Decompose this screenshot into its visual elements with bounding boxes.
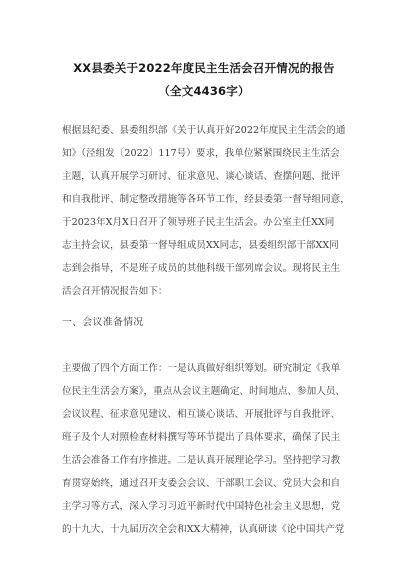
paragraph-line: 志主持会议，县委第一督导组成员XX同志，县委组织部干部XX同 (62, 240, 339, 251)
paragraph-line: 志到会指导，不是班子成员的其他科级干部列席会议。现将民主生 (62, 263, 341, 274)
paragraph-line: 主学习等方式，深入学习习近平新时代中国特色社会主义思想，党 (62, 501, 341, 512)
paragraph-line: 位民主生活会方案》，重点从会议主题确定、时间地点、参加人员、 (62, 386, 346, 397)
paragraph-line: 根据县纪委、县委组织部《关于认真开好2022年度民主生活会的通 (62, 125, 346, 136)
paragraph-line: 的十九大、十九届历次全会和XX大精神，认真研读《论中国共产党 (62, 524, 345, 535)
paragraph-line: 主要做了四个方面工作：一是认真做好组织筹划。研究制定《我单 (62, 363, 341, 374)
paragraph-line: 育贯穿始终，通过召开支委会会议、干部职工会议、党员大会和自 (62, 478, 341, 489)
paragraph-line: 活会召开情况报告如下： (62, 286, 168, 297)
paragraph-line: 和自我批评、制定整改措施等各环节工作，经县委第一督导组同意， (62, 194, 350, 205)
paragraph-line: 班子及个人对照检查材料撰写等环节提出了具体要求，确保了民主 (62, 432, 341, 443)
paragraph-line: 生活会准备工作有序推进。二是认真开展理论学习。坚持把学习教 (62, 455, 341, 466)
section-heading: 一、会议准备情况 (62, 317, 144, 328)
document-subtitle: （全文4436字） (158, 84, 250, 98)
document-title: XX县委关于2022年度民主生活会召开情况的报告 (73, 61, 335, 75)
paragraph-line: 于2023年X月X日召开了领导班子民主生活会。办公室主任XX同 (62, 217, 335, 228)
paragraph-line: 主题，认真开展学习研讨、征求意见、谈心谈话、查摆问题、批评 (62, 171, 341, 182)
paragraph-line: 知》（泾组发〔2022〕117号）要求，我单位紧紧围绕民主生活会 (62, 148, 340, 159)
paragraph-line: 会议议程、征求意见建议、相互谈心谈话、开展批评与自我批评、 (62, 409, 341, 420)
